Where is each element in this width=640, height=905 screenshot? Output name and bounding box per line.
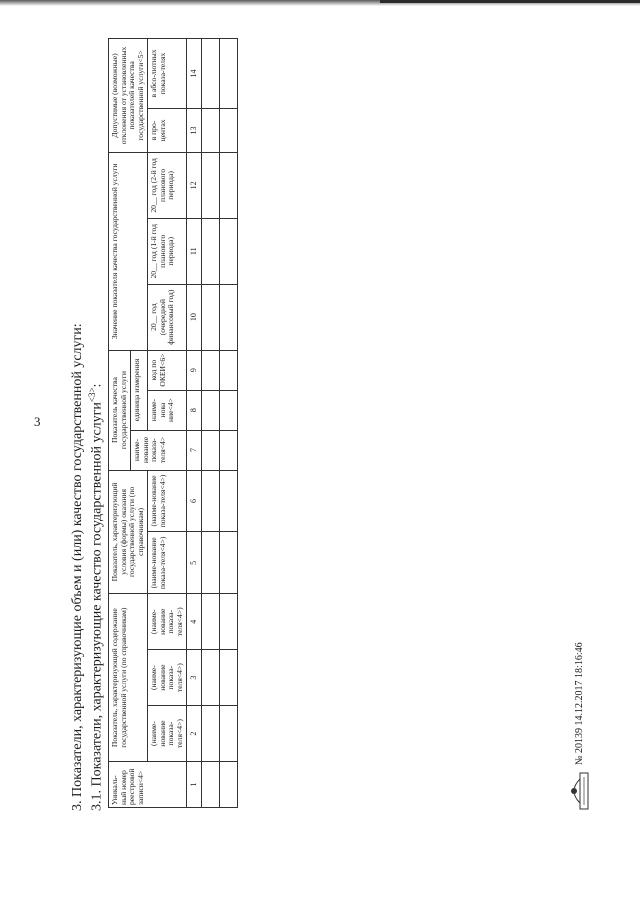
header-row-3 xyxy=(148,39,187,808)
column-number: 8 xyxy=(187,390,202,430)
quality-value-header: Значение показателя качества государственной услуги xyxy=(109,152,148,350)
table-cell xyxy=(220,218,238,284)
conditions-sub-2: (наиме-нование показа-теля<4>) xyxy=(148,470,187,532)
table-row xyxy=(220,39,238,808)
subsection-heading-text: 3.1. Показатели, характеризующие качество государственной услуги xyxy=(89,402,105,811)
registration-stamp-icon xyxy=(566,771,590,811)
table-cell xyxy=(220,706,238,762)
table-cell xyxy=(220,650,238,706)
column-number: 12 xyxy=(187,152,202,218)
quality-indicator-header: Показатель качества государственной услуги xyxy=(109,350,131,470)
content-indicator-header: Показатель, характеризующий содержание государственной услуги (по справочникам) xyxy=(109,594,148,762)
table-cell xyxy=(202,218,220,284)
section-heading: 3. Показатели, характеризующие объем и (или) качество государственной услуги: xyxy=(70,323,85,811)
year2-header: 20__ год (1-й год планового периода) xyxy=(148,218,187,284)
column-number: 1 xyxy=(187,762,202,808)
year1-header: 20__ год (очередной финансовый год) xyxy=(148,284,187,350)
table-cell xyxy=(220,470,238,532)
content-sub-2: (наиме-нование показа-теля<4>) xyxy=(148,650,187,706)
table-cell xyxy=(202,350,220,390)
table-cell xyxy=(202,762,220,808)
page-number: 3 xyxy=(34,414,41,429)
column-number: 14 xyxy=(187,39,202,109)
table-cell xyxy=(220,350,238,390)
col-registry-number-header: Уникаль-ный номер реестровой записи<4> xyxy=(109,762,187,808)
column-number: 11 xyxy=(187,218,202,284)
table-cell xyxy=(202,430,220,470)
table-cell xyxy=(220,39,238,109)
table-cell xyxy=(202,390,220,430)
column-number: 13 xyxy=(187,108,202,152)
table-cell xyxy=(202,108,220,152)
table-cell xyxy=(202,39,220,109)
table-cell xyxy=(220,152,238,218)
content-sub-3: (наиме-нование показа-теля<4>) xyxy=(148,594,187,650)
table-cell xyxy=(202,650,220,706)
conditions-indicator-header: Показатель, характеризующий условия (формы) оказания государственной услуги (по справочникам) xyxy=(109,470,148,594)
unit-name-header: наиме-нова ние<4> xyxy=(148,390,187,430)
subsection-heading xyxy=(87,384,106,811)
footnote-ref: <3> xyxy=(87,387,97,403)
heading-colon: : xyxy=(89,383,105,388)
table-cell xyxy=(202,532,220,594)
table-cell xyxy=(220,390,238,430)
quality-table xyxy=(108,38,238,808)
registration-stamp-text: № 20139 14.12.2017 18:16:46 xyxy=(574,642,585,765)
column-number: 3 xyxy=(187,650,202,706)
deviation-percent-header: в про-центах xyxy=(148,108,187,152)
column-number: 4 xyxy=(187,594,202,650)
column-number: 7 xyxy=(187,430,202,470)
table-cell xyxy=(202,706,220,762)
content-sub-1: (наиме-нование показа-теля<4>) xyxy=(148,706,187,762)
table-cell xyxy=(202,470,220,532)
unit-code-header: код по ОКЕИ<6> xyxy=(148,350,187,390)
column-number: 10 xyxy=(187,284,202,350)
table-cell xyxy=(220,284,238,350)
column-number-row xyxy=(187,39,202,808)
year3-header: 20__ год (2-й год планового периода) xyxy=(148,152,187,218)
table-cell xyxy=(202,284,220,350)
deviation-header: Допустимые (возможные) отклонения от установленных показателей качества государственной услуги<5> xyxy=(109,39,148,153)
table-cell xyxy=(220,594,238,650)
table-cell xyxy=(220,762,238,808)
column-number: 9 xyxy=(187,350,202,390)
table-cell xyxy=(202,152,220,218)
unit-header: единица измерения xyxy=(131,350,148,430)
header-row-1 xyxy=(109,39,131,808)
table-cell xyxy=(220,532,238,594)
table-row xyxy=(202,39,220,808)
deviation-absolute-header: в абсо-лютных показа-телях xyxy=(148,39,187,109)
column-number: 6 xyxy=(187,470,202,532)
table-cell xyxy=(220,430,238,470)
column-number: 5 xyxy=(187,532,202,594)
table-cell xyxy=(202,594,220,650)
conditions-sub-1: (наиме-нование показа-теля<4>) xyxy=(148,532,187,594)
quality-name-header: наиме-нование показа-теля<4> xyxy=(131,430,187,470)
table-cell xyxy=(220,108,238,152)
column-number: 2 xyxy=(187,706,202,762)
